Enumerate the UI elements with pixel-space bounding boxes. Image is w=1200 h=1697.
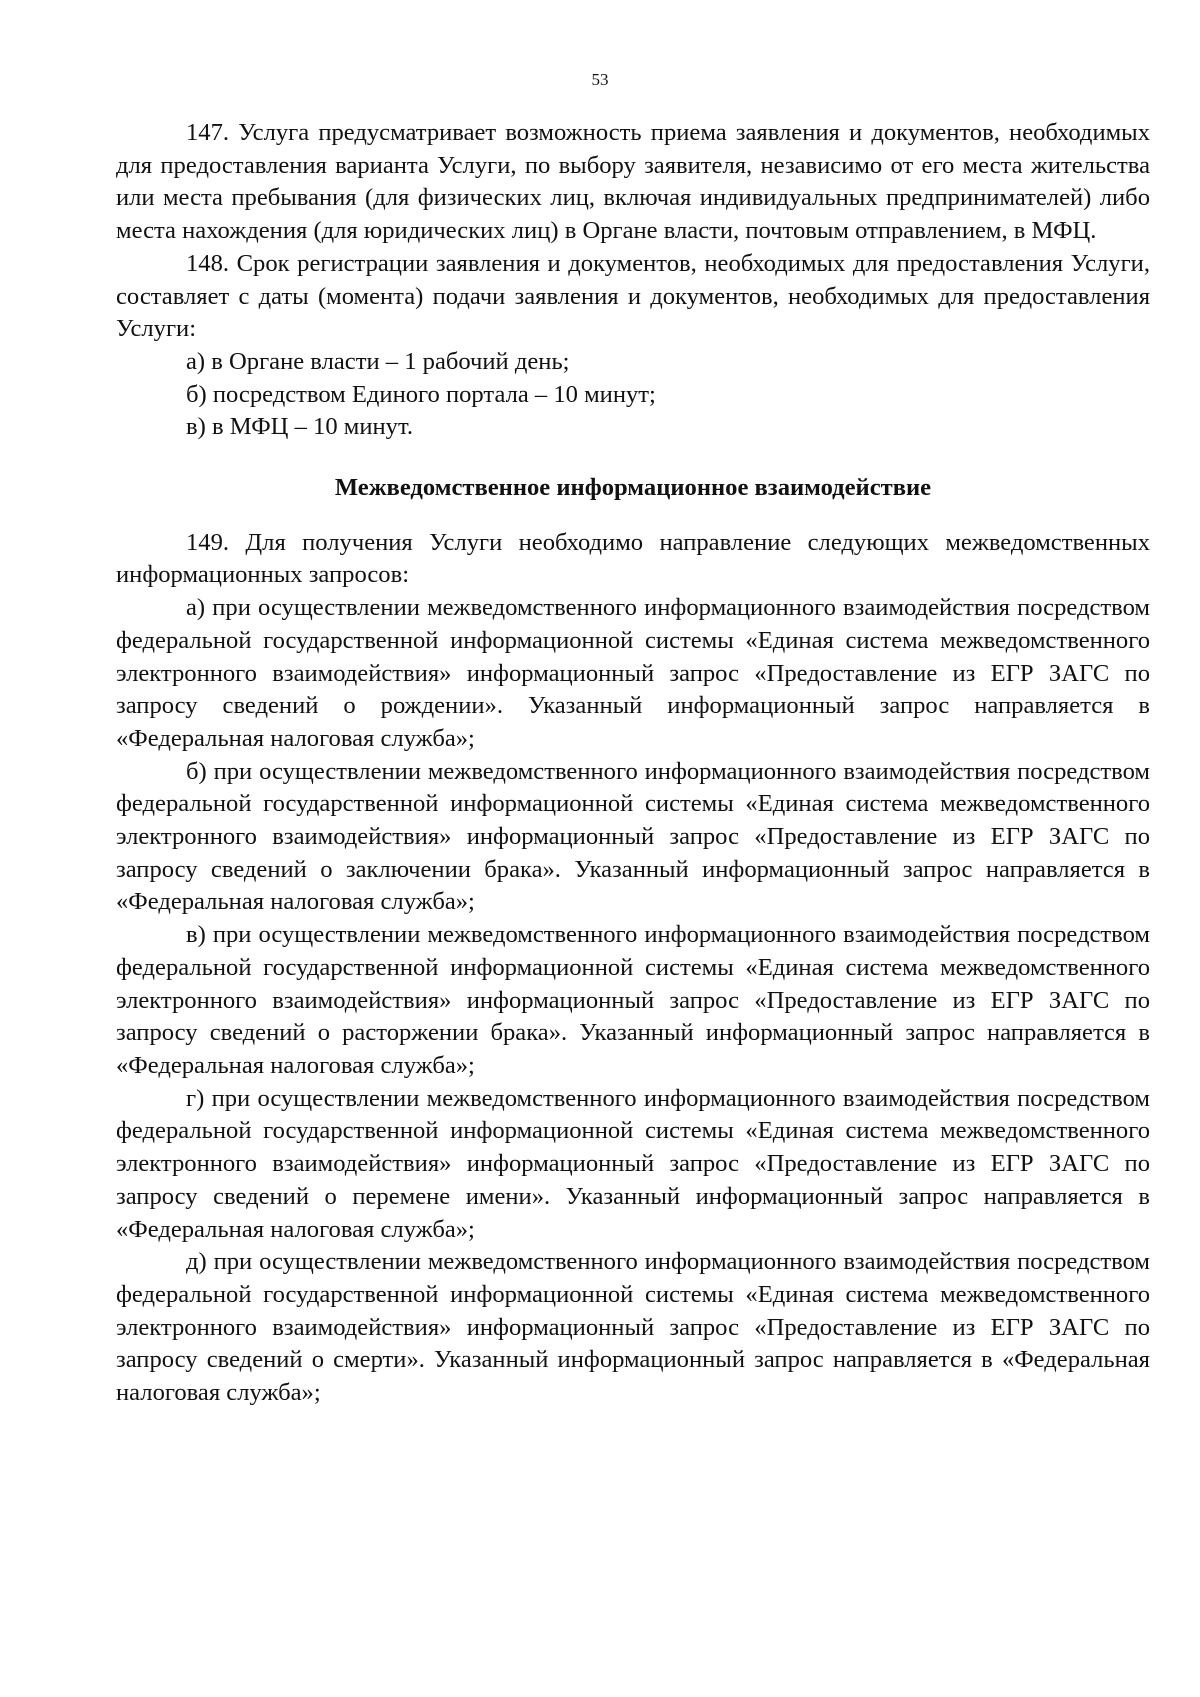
page-number: 53 [591,70,609,89]
paragraph-147: 147. Услуга предусматривает возможность приема заявления и документов, необходимых для предоставления варианта Услуги, по выбору заявителя, независимо от его места жительства или места пребывания (для физических лиц, включая индивидуальных предпринимателей) либо места нахождения (для юридических лиц) в Органе власти, почтовым отправлением, в МФЦ. [116,119,1150,245]
paragraph-149-c: в) при осуществлении межведомственного информационного взаимодействия посредством федеральной государственной информационной системы «Единая система межведомственного электронного взаимодействия» информационный запрос «Предоставление из ЕГР ЗАГС по запросу сведений о расторжении брака». Указанный информационный запрос направляется в «Федеральная налоговая служба»; [116,921,1150,1079]
paragraph-149-a: а) при осуществлении межведомственного информационного взаимодействия посредством федеральной государственной информационной системы «Единая система межведомственного электронного взаимодействия» информационный запрос «Предоставление из ЕГР ЗАГС по запросу сведений о рождении». Указанный информационный запрос направляется в «Федеральная налоговая служба»; [116,594,1150,752]
paragraph-148: 148. Срок регистрации заявления и документов, необходимых для предоставления Услуги, составляет с даты (момента) подачи заявления и документов, необходимых для предоставления Услуги: [116,249,1150,343]
paragraph-149-d: г) при осуществлении межведомственного информационного взаимодействия посредством федеральной государственной информационной системы «Единая система межведомственного электронного взаимодействия» информационный запрос «Предоставление из ЕГР ЗАГС по запросу сведений о перемене имени». Указанный информационный запрос направляется в «Федеральная налоговая служба»; [116,1084,1150,1243]
paragraph-149-b: б) при осуществлении межведомственного информационного взаимодействия посредством федеральной государственной информационной системы «Единая система межведомственного электронного взаимодействия» информационный запрос «Предоставление из ЕГР ЗАГС по запросу сведений о заключении брака». Указанный информационный запрос направляется в «Федеральная налоговая служба»; [116,757,1150,916]
paragraph-149-e: д) при осуществлении межведомственного информационного взаимодействия посредством федеральной государственной информационной системы «Единая система межведомственного электронного взаимодействия» информационный запрос «Предоставление из ЕГР ЗАГС по запросу сведений о смерти». Указанный информационный запрос направляется в «Федеральная налоговая служба»; [116,1248,1150,1407]
list-item-148-c: в) в МФЦ – 10 минут. [186,413,414,441]
section-heading: Межведомственное информационное взаимодействие [334,474,932,502]
list-item-148-b: б) посредством Единого портала – 10 минут; [186,380,656,408]
paragraph-149: 149. Для получения Услуги необходимо направление следующих межведомственных информационных запросов: [116,528,1150,589]
document-body [116,117,1150,1410]
list-item-148-a: а) в Органе власти – 1 рабочий день; [186,347,570,375]
